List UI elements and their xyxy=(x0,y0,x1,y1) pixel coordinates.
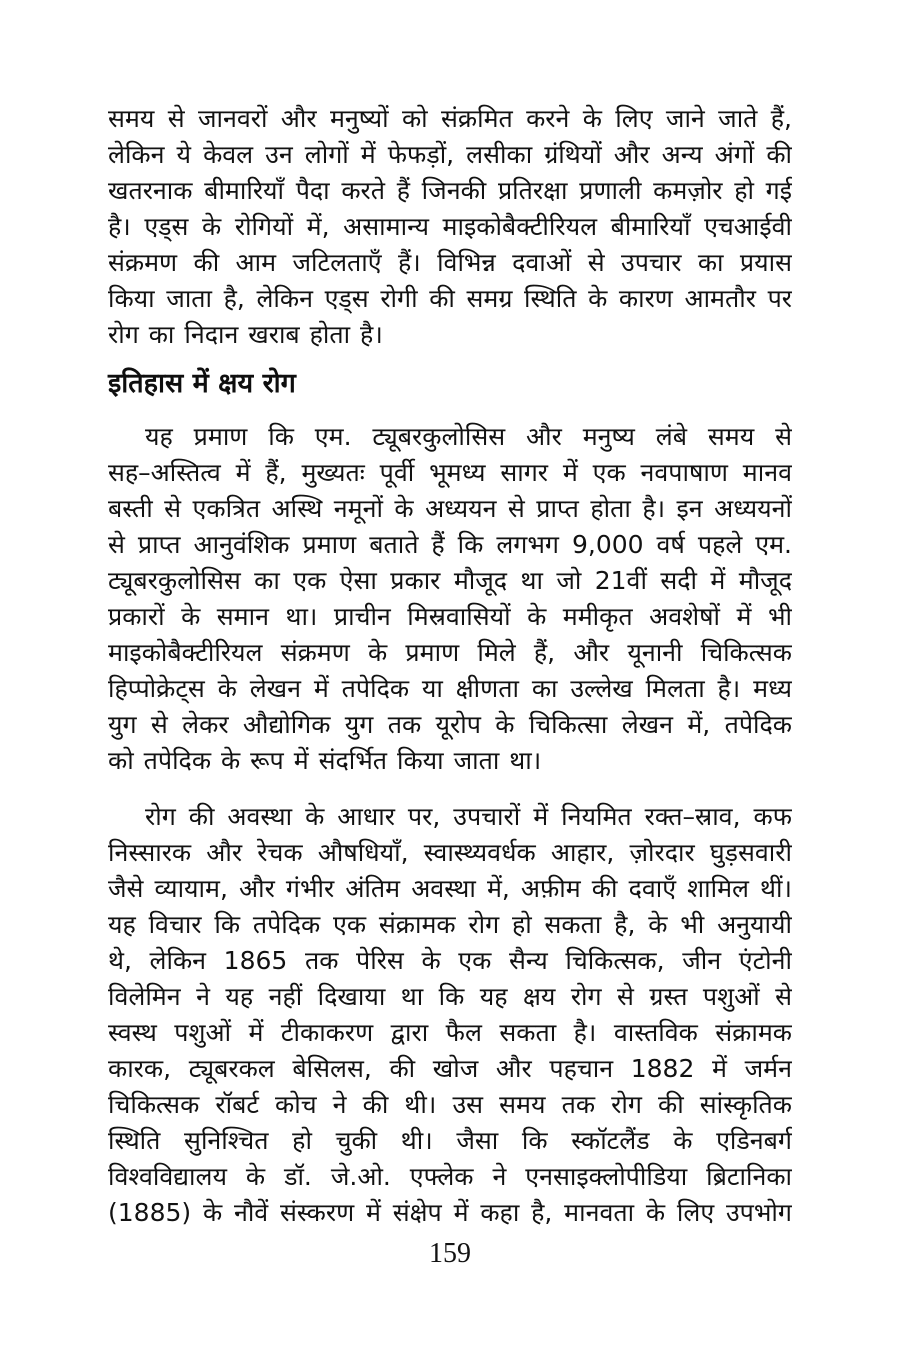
text-line: संक्रमण की आम जटिलताएँ हैं। विभिन्न दवाओं से उपचार का प्रयास xyxy=(108,248,792,277)
text-area xyxy=(108,101,792,1231)
text-line: माइकोबैक्टीरियल संक्रमण के प्रमाण मिले हैं, और यूनानी चिकित्सक xyxy=(108,638,792,667)
text-line: जैसे व्यायाम, और गंभीर अंतिम अवस्था में, अफ़ीम की दवाएँ शामिल थीं। xyxy=(108,874,792,903)
page-number: 159 xyxy=(429,1238,471,1269)
text-line: यह विचार कि तपेदिक एक संक्रामक रोग हो सकता है, के भी अनुयायी xyxy=(108,910,792,939)
text-line: समय से जानवरों और मनुष्यों को संक्रमित करने के लिए जाने जाते हैं, xyxy=(108,104,792,133)
text-line: सह–अस्तित्व में हैं, मुख्यतः पूर्वी भूमध्य सागर में एक नवपाषाण मानव xyxy=(108,458,792,487)
text-line: स्वस्थ पशुओं में टीकाकरण द्वारा फैल सकता है। वास्तविक संक्रामक xyxy=(108,1018,792,1047)
text-line: (1885) के नौवें संस्करण में संक्षेप में कहा है, मानवता के लिए उपभोग xyxy=(108,1198,792,1227)
text-line: हिप्पोक्रेट्स के लेखन में तपेदिक या क्षीणता का उल्लेख मिलता है। मध्य xyxy=(108,674,792,703)
text-line: थे, लेकिन 1865 तक पेरिस के एक सैन्य चिकित्सक, जीन एंटोनी xyxy=(108,946,792,975)
text-line: विलेमिन ने यह नहीं दिखाया था कि यह क्षय रोग से ग्रस्त पशुओं से xyxy=(108,982,792,1011)
text-line: किया जाता है, लेकिन एड्स रोगी की समग्र स्थिति के कारण आमतौर पर xyxy=(108,284,792,313)
text-line: बस्ती से एकत्रित अस्थि नमूनों के अध्ययन से प्राप्त होता है। इन अध्ययनों xyxy=(108,494,792,523)
text-line: युग से लेकर औद्योगिक युग तक यूरोप के चिकित्सा लेखन में, तपेदिक xyxy=(108,710,792,739)
section-heading: इतिहास में क्षय रोग xyxy=(108,368,296,399)
text-line: स्थिति सुनिश्चित हो चुकी थी। जैसा कि स्कॉटलैंड के एडिनबर्ग xyxy=(108,1126,792,1155)
text-line: रोग का निदान खराब होता है। xyxy=(108,320,383,349)
text-line: से प्राप्त आनुवंशिक प्रमाण बताते हैं कि लगभग 9,000 वर्ष पहले एम. xyxy=(108,530,792,559)
text-line: चिकित्सक रॉबर्ट कोच ने की थी। उस समय तक रोग की सांस्कृतिक xyxy=(108,1090,792,1119)
text-line: को तपेदिक के रूप में संदर्भित किया जाता था। xyxy=(108,746,542,775)
text-line: निस्सारक और रेचक औषधियाँ, स्वास्थ्यवर्धक आहार, ज़ोरदार घुड़सवारी xyxy=(108,838,792,867)
text-line: लेकिन ये केवल उन लोगों में फेफड़ों, लसीका ग्रंथियों और अन्य अंगों की xyxy=(108,140,792,169)
text-line: है। एड्स के रोगियों में, असामान्य माइकोबैक्टीरियल बीमारियाँ एचआईवी xyxy=(108,212,792,241)
paragraph xyxy=(108,101,792,353)
text-line: यह प्रमाण कि एम. ट्यूबरकुलोसिस और मनुष्य लंबे समय से xyxy=(145,422,792,451)
text-line: कारक, ट्यूबरकल बेसिलस, की खोज और पहचान 1882 में जर्मन xyxy=(108,1054,792,1083)
text-line: रोग की अवस्था के आधार पर, उपचारों में नियमित रक्त–स्राव, कफ xyxy=(145,802,792,831)
paragraph xyxy=(108,419,792,779)
text-line: विश्वविद्यालय के डॉ. जे.ओ. एफ्लेक ने एनसाइक्लोपीडिया ब्रिटानिका xyxy=(108,1162,792,1191)
text-line: ट्यूबरकुलोसिस का एक ऐसा प्रकार मौजूद था जो 21वीं सदी में मौजूद xyxy=(108,566,792,595)
paragraph xyxy=(108,799,792,1231)
text-line: प्रकारों के समान था। प्राचीन मिस्रवासियों के ममीकृत अवशेषों में भी xyxy=(108,602,792,631)
text-line: खतरनाक बीमारियाँ पैदा करते हैं जिनकी प्रतिरक्षा प्रणाली कमज़ोर हो गई xyxy=(108,176,792,205)
